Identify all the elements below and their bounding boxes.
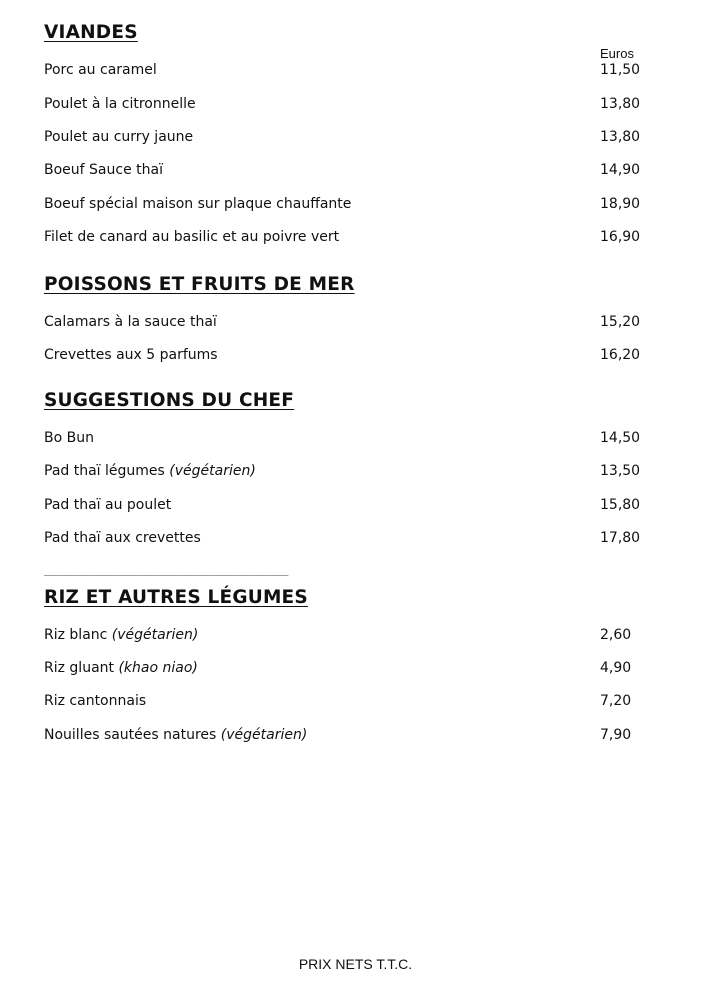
item-price: 16,20 [600,347,641,363]
item-price: 13,50 [600,463,641,479]
menu-item [0,430,711,450]
item-name: Boeuf Sauce thaï [44,162,163,178]
item-name: Boeuf spécial maison sur plaque chauffante [44,196,352,212]
item-price: 14,50 [600,430,641,446]
section-title-suggestions: SUGGESTIONS DU CHEF [44,390,295,411]
menu-item [0,162,711,182]
item-name: Porc au caramel [44,62,157,78]
item-name: Riz blanc (végétarien) [44,627,199,643]
item-price: 16,90 [600,229,641,245]
item-name: Calamars à la sauce thaï [44,314,217,330]
item-name: Riz cantonnais [44,693,147,709]
item-price: 4,90 [600,660,632,676]
menu-item [0,129,711,149]
menu-item [0,314,711,334]
item-name: Bo Bun [44,430,94,446]
menu-item [0,347,711,367]
item-price: 11,50 [600,62,641,78]
item-price: 15,80 [600,497,641,513]
menu-item [0,693,711,713]
item-name: Riz gluant (khao niao) [44,660,198,676]
item-price: 18,90 [600,196,641,212]
item-price: 13,80 [600,96,641,112]
separator-line: _____________________________ [44,560,289,576]
item-price: 7,90 [600,727,632,743]
item-name: Filet de canard au basilic et au poivre vert [44,229,340,245]
item-price: 13,80 [600,129,641,145]
footer-note: PRIX NETS T.T.C. [298,956,413,972]
item-name: Nouilles sautées natures (végétarien) [44,727,308,743]
item-price: 2,60 [600,627,632,643]
menu-item [0,463,711,483]
section-title-riz: RIZ ET AUTRES LÉGUMES [44,587,308,608]
item-price: 17,80 [600,530,641,546]
section-title-poissons: POISSONS ET FRUITS DE MER [44,274,355,295]
menu-item [0,627,711,647]
menu-item [0,727,711,747]
menu-item [0,497,711,517]
item-name: Poulet au curry jaune [44,129,194,145]
menu-item [0,229,711,249]
item-name: Pad thaï aux crevettes [44,530,201,546]
menu-item [0,96,711,116]
item-name: Pad thaï au poulet [44,497,172,513]
item-price: 15,20 [600,314,641,330]
menu-item [0,530,711,550]
item-name: Crevettes aux 5 parfums [44,347,218,363]
item-price: 7,20 [600,693,632,709]
menu-item [0,62,711,82]
currency-label: Euros [600,46,634,61]
menu-item [0,196,711,216]
item-name: Pad thaï légumes (végétarien) [44,463,256,479]
menu-item [0,660,711,680]
section-title-viandes: VIANDES [44,22,138,43]
item-name: Poulet à la citronnelle [44,96,196,112]
item-price: 14,90 [600,162,641,178]
